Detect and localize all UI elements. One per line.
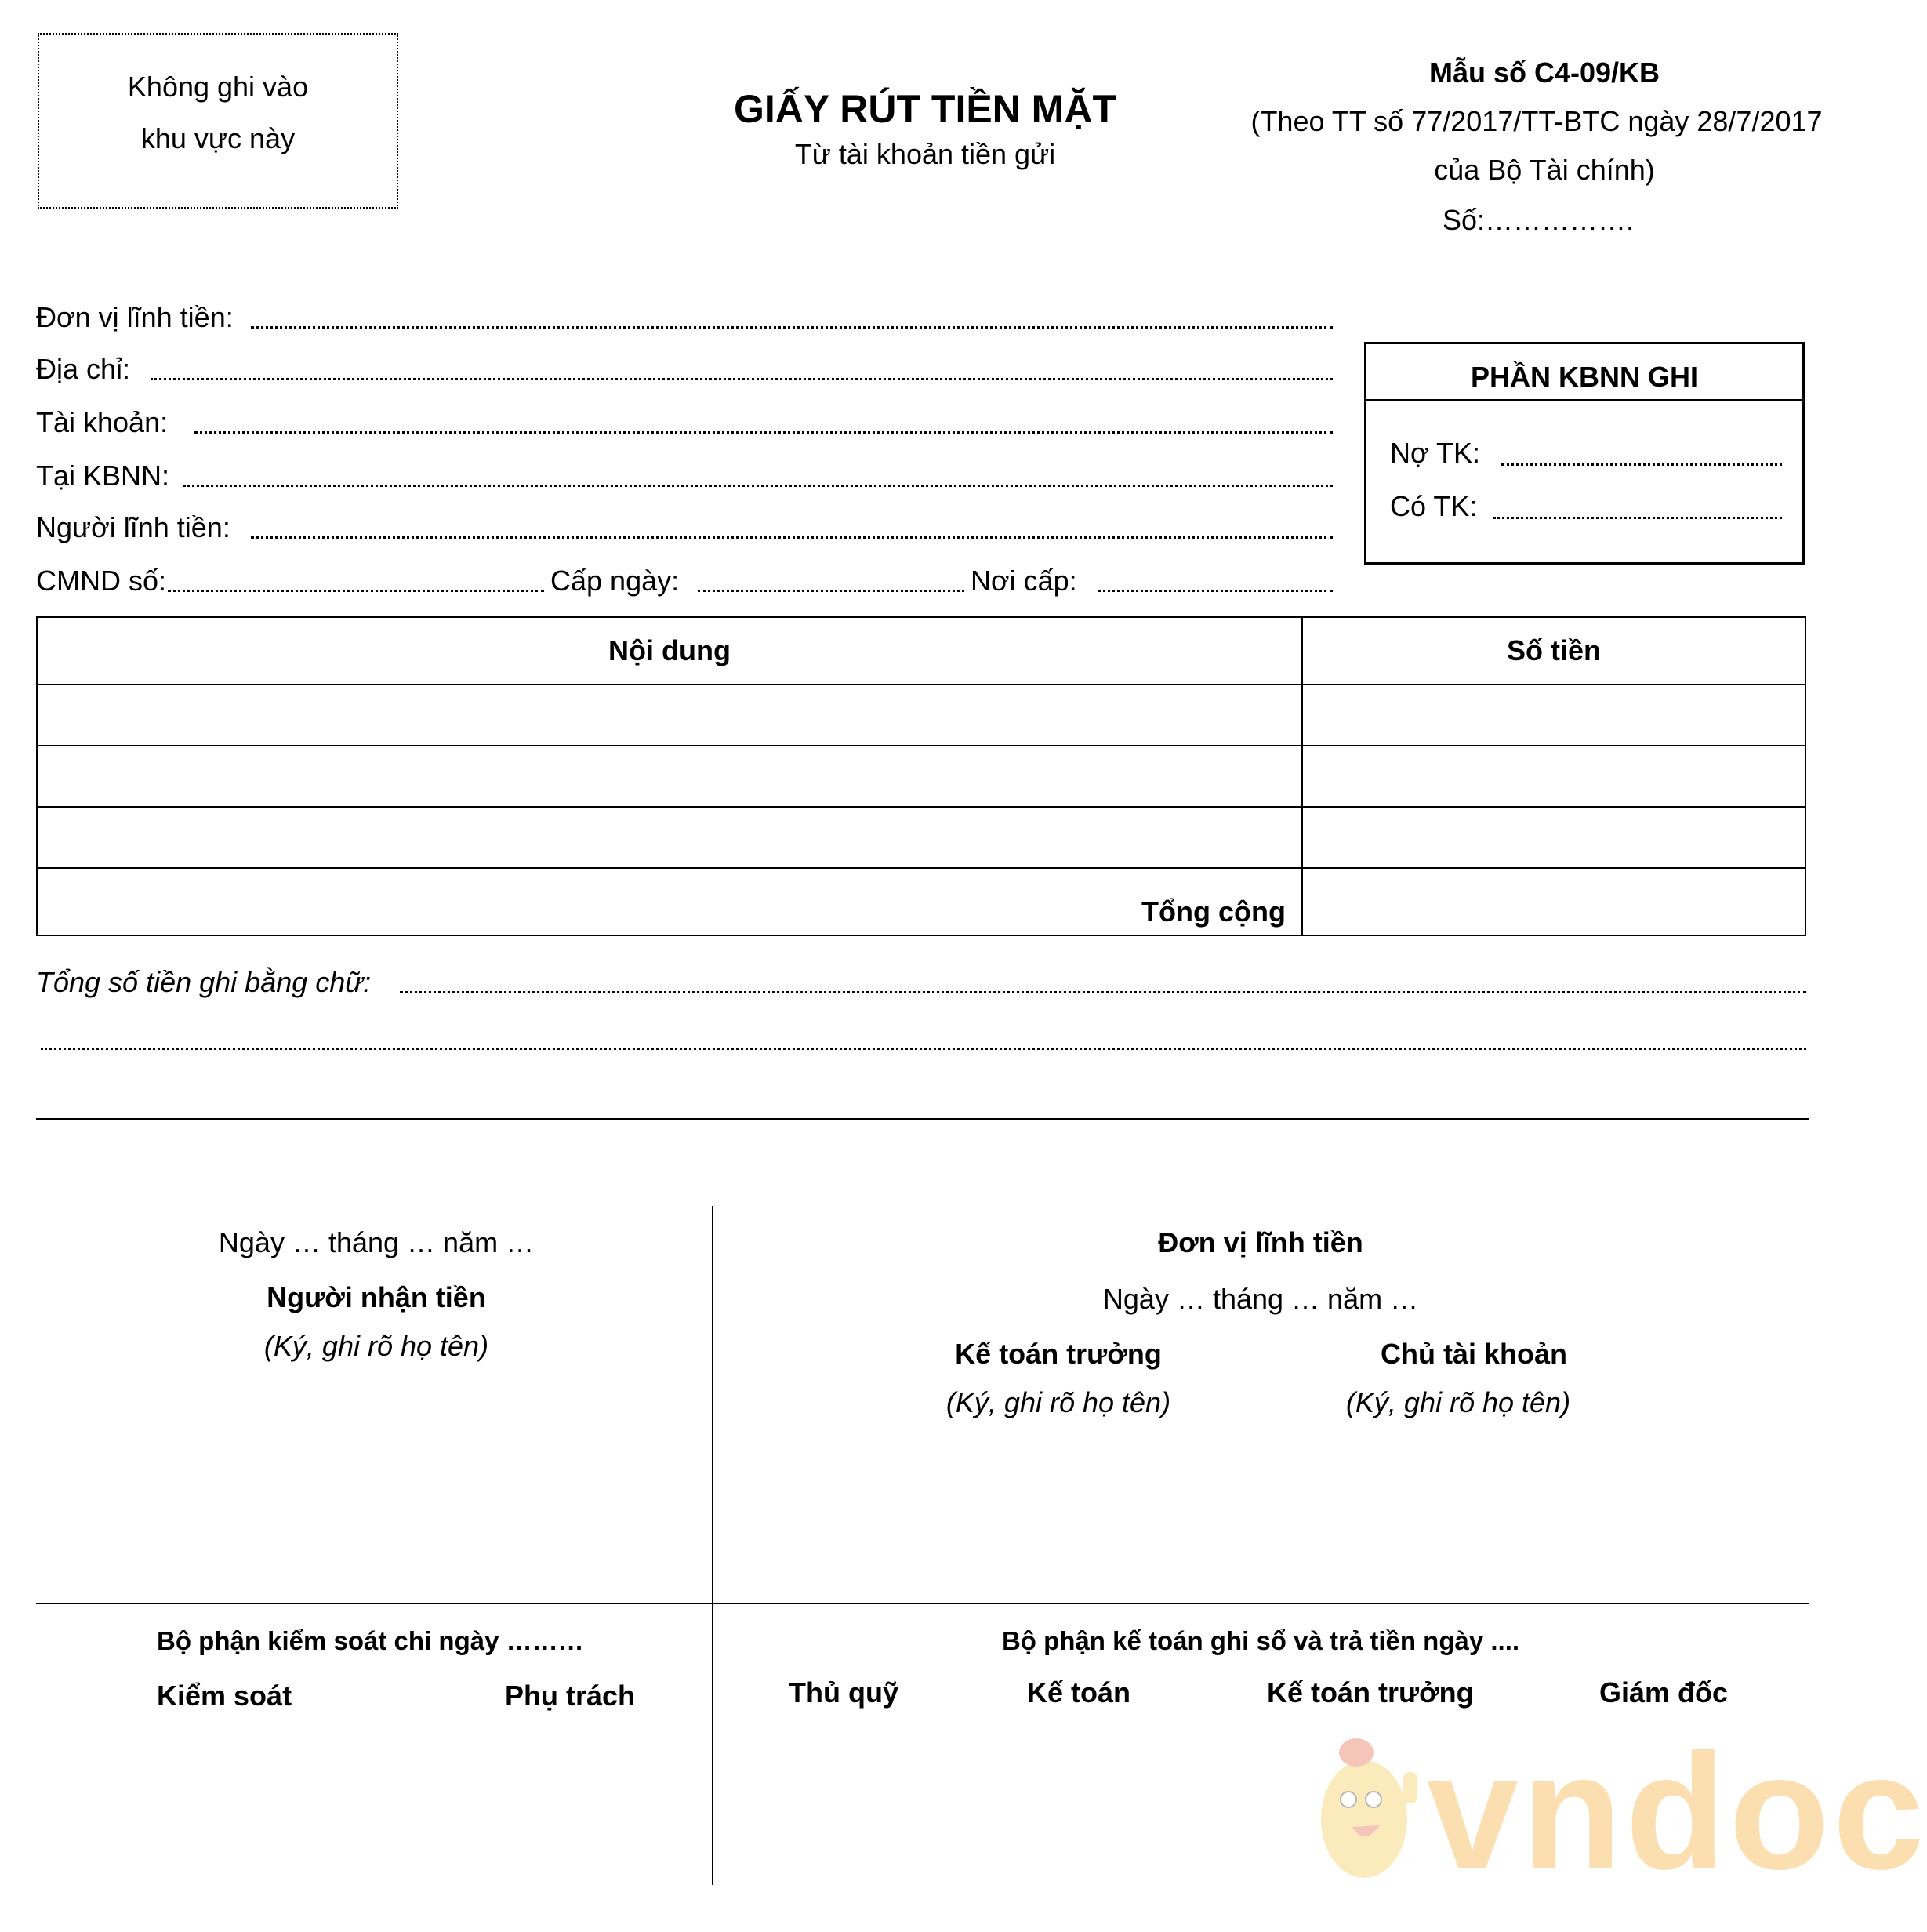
table-row xyxy=(37,807,1805,868)
bottom-left-heading: Bộ phận kiểm soát chi ngày ……… xyxy=(157,1626,584,1655)
no-write-line-2: khu vực này xyxy=(140,122,296,154)
table-cell-content[interactable] xyxy=(37,685,1302,746)
control-label: Kiểm soát xyxy=(157,1680,292,1712)
right-sign-account-owner: Chủ tài khoản xyxy=(1380,1338,1567,1370)
table-cell-amount[interactable] xyxy=(1302,746,1805,807)
document-number: Số:……………. xyxy=(1443,204,1635,236)
amount-in-words-input[interactable] xyxy=(400,991,1806,993)
bottom-right-heading: Bộ phận kế toán ghi sổ và trả tiền ngày .... xyxy=(1001,1626,1520,1655)
legal-basis-line-2: của Bộ Tài chính) xyxy=(1434,154,1655,186)
table-cell-content[interactable] xyxy=(37,807,1302,868)
right-sign-chief-accountant: Kế toán trưởng xyxy=(955,1338,1162,1370)
amount-in-words-label: Tổng số tiền ghi bằng chữ: xyxy=(36,966,372,998)
kbnn-debit-label: Nợ TK: xyxy=(1390,437,1480,469)
no-write-area-box xyxy=(38,33,398,209)
left-sign-date: Ngày … tháng … năm … xyxy=(218,1226,535,1258)
field-recipient-label: Người lĩnh tiền: xyxy=(36,511,230,543)
kbnn-credit-input[interactable] xyxy=(1493,517,1782,519)
field-account-input[interactable] xyxy=(194,431,1333,434)
kbnn-box-title: PHẦN KBNN GHI xyxy=(1366,344,1802,401)
accountant-label: Kế toán xyxy=(1027,1676,1131,1709)
kbnn-debit-input[interactable] xyxy=(1501,463,1782,466)
table-row xyxy=(37,746,1805,807)
bottom-chief-accountant-label: Kế toán trưởng xyxy=(1267,1676,1474,1709)
column-header-content: Nội dung xyxy=(37,617,1302,685)
field-treasury-input[interactable] xyxy=(183,485,1333,487)
page-subtitle: Từ tài khoản tiền gửi xyxy=(794,138,1056,170)
field-unit-label: Đơn vị lĩnh tiền: xyxy=(36,301,234,333)
no-write-line-1: Không ghi vào xyxy=(127,71,309,103)
signature-divider xyxy=(36,1603,1809,1604)
table-cell-amount[interactable] xyxy=(1302,807,1805,868)
left-sign-note: (Ký, ghi rõ họ tên) xyxy=(263,1330,489,1362)
field-issue-date-input[interactable] xyxy=(698,590,964,592)
field-recipient-input[interactable] xyxy=(251,536,1333,539)
right-sign-owner-note: (Ký, ghi rõ họ tên) xyxy=(1345,1386,1571,1418)
vertical-divider xyxy=(712,1206,713,1885)
table-header-row xyxy=(37,617,1805,685)
total-amount-cell[interactable] xyxy=(1302,868,1805,935)
field-id-number-input[interactable] xyxy=(168,590,544,592)
director-label: Giám đốc xyxy=(1599,1676,1729,1709)
form-code: Mẫu số C4-09/KB xyxy=(1428,56,1660,89)
field-issue-place-input[interactable] xyxy=(1098,590,1333,592)
mascot-icon xyxy=(1309,1725,1427,1898)
right-sign-date: Ngày … tháng … năm … xyxy=(1102,1283,1419,1315)
field-address-label: Địa chỉ: xyxy=(36,353,131,385)
amount-in-words-line-2[interactable] xyxy=(41,1048,1806,1050)
field-id-number-label: CMND số: xyxy=(36,565,167,597)
table-row xyxy=(37,685,1805,746)
left-sign-role: Người nhận tiền xyxy=(267,1281,486,1313)
field-treasury-label: Tại KBNN: xyxy=(36,459,170,492)
page-title: GIẤY RÚT TIỀN MẶT xyxy=(734,87,1116,131)
field-issue-place-label: Nơi cấp: xyxy=(971,565,1077,597)
total-label: Tổng cộng xyxy=(37,868,1302,935)
field-issue-date-label: Cấp ngày: xyxy=(550,565,680,597)
field-account-label: Tài khoản: xyxy=(36,406,169,438)
right-sign-unit: Đơn vị lĩnh tiền xyxy=(1158,1226,1363,1258)
watermark-text: vndoc xyxy=(1427,1720,1927,1904)
right-sign-chief-note: (Ký, ghi rõ họ tên) xyxy=(945,1386,1171,1418)
field-address-input[interactable] xyxy=(151,378,1333,380)
kbnn-credit-label: Có TK: xyxy=(1390,490,1478,522)
column-header-amount: Số tiền xyxy=(1302,617,1805,685)
table-total-row xyxy=(37,868,1805,935)
section-divider xyxy=(36,1118,1809,1120)
table-cell-content[interactable] xyxy=(37,746,1302,807)
vndoc-watermark-logo xyxy=(1309,1720,1927,1913)
field-unit-input[interactable] xyxy=(251,326,1333,329)
kbnn-box xyxy=(1364,342,1805,565)
in-charge-label: Phụ trách xyxy=(505,1680,636,1712)
content-table xyxy=(36,616,1806,936)
table-cell-amount[interactable] xyxy=(1302,685,1805,746)
cashier-label: Thủ quỹ xyxy=(789,1676,898,1709)
legal-basis-line-1: (Theo TT số 77/2017/TT-BTC ngày 28/7/2017 xyxy=(1250,105,1823,137)
